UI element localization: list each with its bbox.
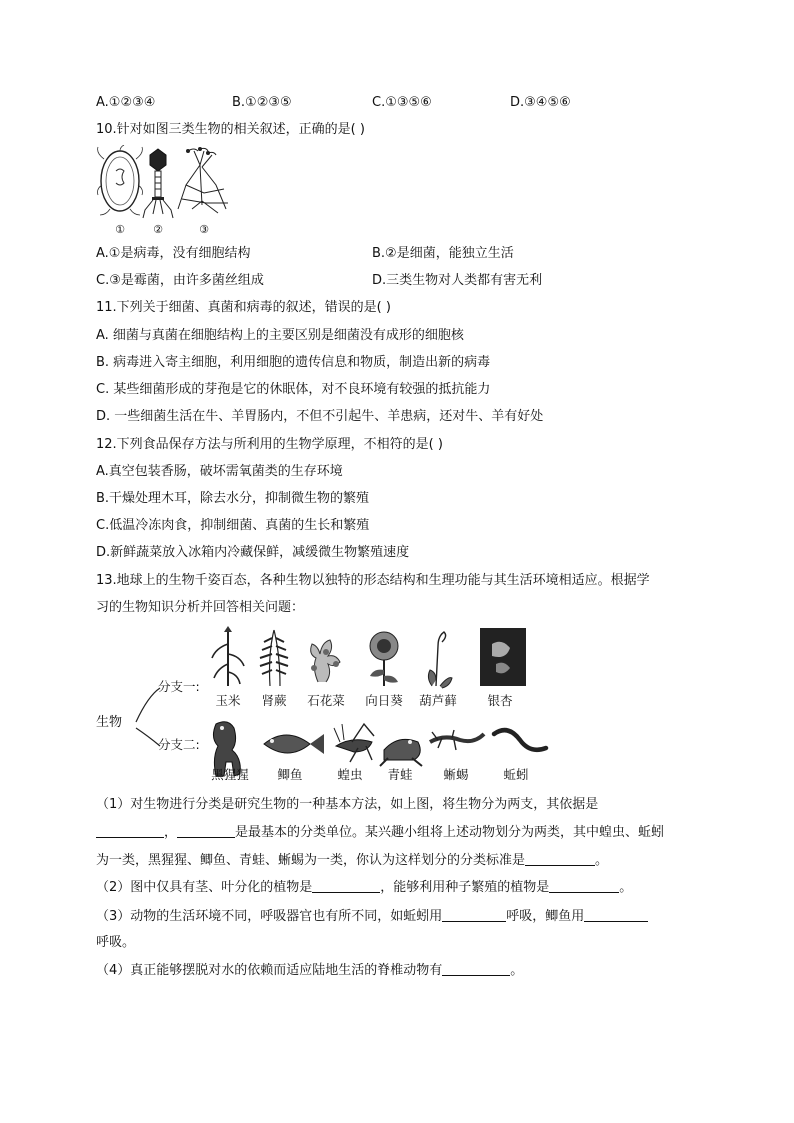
q13-stem-line2: 习的生物知识分析并回答相关问题： [96, 600, 305, 615]
q13-sub4-text-a: （4）真正能够摆脱对水的依赖而适应陆地生活的脊椎动物有 [96, 963, 443, 978]
q10-fig-label-3: ③ [199, 223, 209, 236]
plant-label-sunflower: 向日葵 [365, 693, 403, 708]
q10-stem: 10.针对如图三类生物的相关叙述，正确的是( ) [96, 122, 365, 137]
q11-option-d: D. 一些细菌生活在牛、羊胃肠内，不但不引起牛、羊患病，还对牛、羊有好处 [96, 409, 544, 424]
virus-drawing [143, 149, 173, 218]
diagram-root-label: 生物 [96, 715, 123, 730]
q13-sub1-line2 [96, 823, 664, 842]
animal-label-frog: 青蛙 [387, 767, 413, 782]
mold-drawing [178, 147, 228, 213]
animal-label-carp: 鲫鱼 [277, 767, 303, 782]
q13-sub4-text-b: 。 [510, 963, 524, 978]
q13-sub2-text-b: ，能够利用种子繁殖的植物是 [380, 880, 550, 895]
plant-label-ginkgo: 银杏 [487, 693, 513, 708]
animal-label-locust: 蝗虫 [337, 767, 363, 782]
q13-sub1-blank-1[interactable] [96, 823, 164, 838]
q13-sub4-line [96, 961, 523, 980]
q12-option-b: B.干燥处理木耳，除去水分，抑制微生物的繁殖 [96, 491, 370, 506]
q10-options-row1 [96, 245, 696, 263]
q13-sub3-blank-1[interactable] [442, 907, 506, 922]
q13-sub3-text-b: 呼吸，鲫鱼用 [506, 909, 585, 924]
q11-option-a: A. 细菌与真菌在细胞结构上的主要区别是细菌没有成形的细胞核 [96, 328, 464, 343]
q10-options-row2 [96, 272, 696, 290]
q10-fig-label-1: ① [115, 223, 125, 236]
ginkgo-image [480, 628, 526, 686]
q11-stem: 11.下列关于细菌、真菌和病毒的叙述，错误的是( ) [96, 300, 391, 315]
q13-sub3-line2 [96, 934, 135, 952]
q9-option-b: B.①②③⑤ [232, 95, 292, 110]
q10-figure [96, 145, 241, 237]
sunflower-image [370, 632, 398, 686]
moss-image [428, 632, 452, 688]
plant-label-corn: 玉米 [215, 693, 241, 708]
q13-sub1-text-c: 是最基本的分类单位。某兴趣小组将上述动物划分为两类，其中蝗虫、蚯蚓 [235, 825, 665, 840]
branch-line-lower [136, 728, 160, 746]
q10-option-a: A.①是病毒，没有细胞结构 [96, 246, 251, 261]
q13-sub1-line3 [96, 851, 608, 870]
q13-sub3-line1 [96, 907, 648, 926]
q13-sub1-blank-2[interactable] [177, 823, 235, 838]
plant-label-seaweed: 石花菜 [307, 693, 345, 708]
q12-stem: 12.下列食品保存方法与所利用的生物学原理，不相符的是( ) [96, 437, 443, 452]
animal-label-lizard: 蜥蜴 [443, 767, 469, 782]
q13-sub2-blank-1[interactable] [312, 878, 380, 893]
q9-option-a: A.①②③④ [96, 95, 156, 110]
animal-label-chimpanzee: 黑猩猩 [211, 767, 249, 782]
diagram-branch2-label: 分支二: [158, 737, 200, 752]
q13-sub2-blank-2[interactable] [549, 878, 619, 893]
q13-sub4-blank-1[interactable] [442, 961, 510, 976]
bacterium-drawing [98, 145, 143, 215]
q10-option-c: C.③是霉菌，由许多菌丝组成 [96, 273, 264, 288]
q12-option-d: D.新鲜蔬菜放入冰箱内冷藏保鲜，减缓微生物繁殖速度 [96, 545, 410, 560]
plant-label-moss: 葫芦藓 [419, 693, 457, 708]
crucian-carp-image [264, 734, 324, 754]
diagram-branch1-label: 分支一: [158, 679, 200, 694]
fern-image [260, 630, 288, 686]
q11-option-b: B. 病毒进入寄主细胞，利用细胞的遗传信息和物质，制造出新的病毒 [96, 355, 491, 370]
q13-sub1-blank-3[interactable] [525, 851, 595, 866]
q13-sub1-line1 [96, 796, 598, 814]
q10-option-b: B.②是细菌，能独立生活 [372, 246, 514, 261]
q13-sub2-line [96, 878, 632, 897]
q13-sub1-text-a: （1）对生物进行分类是研究生物的一种基本方法，如上图，将生物分为两支，其依据是 [96, 797, 599, 812]
q13-sub1-text-d: 为一类，黑猩猩、鲫鱼、青蛙、蜥蜴为一类，你认为这样划分的分类标准是 [96, 853, 526, 868]
q9-option-d: D.③④⑤⑥ [510, 95, 571, 110]
q13-sub3-blank-2[interactable] [584, 907, 648, 922]
earthworm-image [494, 730, 546, 750]
q12-option-c: C.低温冷冻肉食，抑制细菌、真菌的生长和繁殖 [96, 518, 370, 533]
q13-sub3-text-c: 呼吸。 [96, 935, 136, 950]
q10-fig-label-2: ② [153, 223, 163, 236]
q13-sub2-text-c: 。 [619, 880, 633, 895]
q13-stem-line1: 13.地球上的生物千姿百态，各种生物以独特的形态结构和生理功能与其生活环境相适应。根据学 [96, 573, 650, 588]
branch-line-upper [136, 688, 160, 722]
q13-sub2-text-a: （2）图中仅具有茎、叶分化的植物是 [96, 880, 313, 895]
q11-option-c: C. 某些细菌形成的芽孢是它的休眠体，对不良环境有较强的抵抗能力 [96, 382, 491, 397]
corn-image [212, 626, 244, 686]
q13-sub3-text-a: （3）动物的生活环境不同，呼吸器官也有所不同，如蚯蚓用 [96, 909, 443, 924]
q9-options [96, 94, 696, 112]
plant-label-fern: 肾蕨 [261, 693, 287, 708]
q13-sub1-text-e: 。 [595, 853, 609, 868]
seaweed-image [311, 640, 340, 682]
lizard-image [430, 730, 484, 750]
q10-option-d: D.三类生物对人类都有害无利 [372, 273, 543, 288]
q9-option-c: C.①③⑤⑥ [372, 95, 432, 110]
q13-classification-diagram [96, 624, 556, 788]
q13-sub1-text-b: ， [164, 825, 178, 840]
locust-image [334, 724, 374, 762]
q12-option-a: A.真空包装香肠，破坏需氧菌类的生存环境 [96, 464, 343, 479]
animal-label-earthworm: 蚯蚓 [503, 767, 529, 782]
frog-image [380, 739, 422, 766]
